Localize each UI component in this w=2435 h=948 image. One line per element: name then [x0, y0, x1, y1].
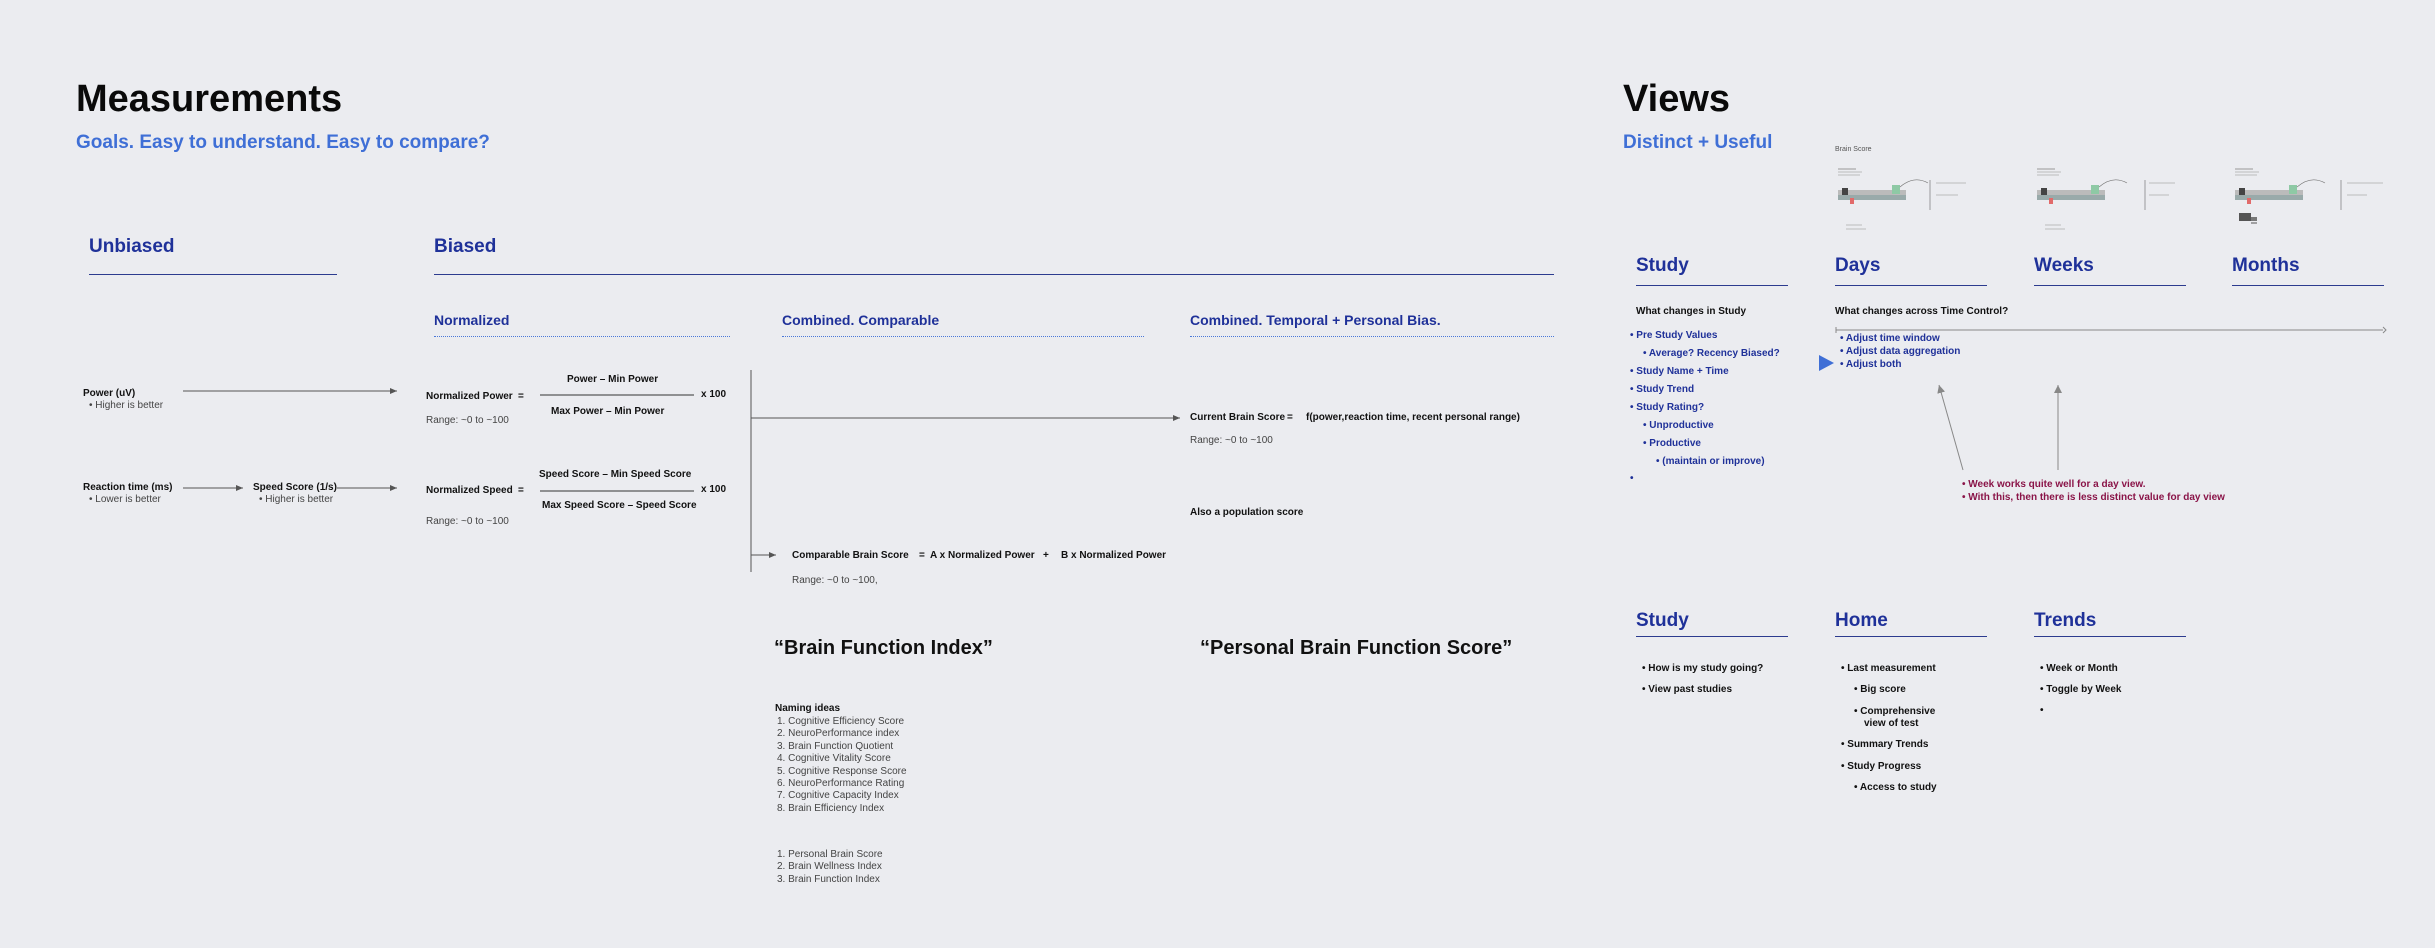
reaction-note: • Lower is better: [89, 494, 161, 505]
thumbnail-months: [2235, 169, 2383, 223]
list-item: 3. Brain Function Index: [777, 873, 880, 885]
normalized-power-eq: =: [518, 391, 524, 402]
bottom-heading-trends: Trends: [2034, 610, 2097, 631]
thumbnail-weeks: [2037, 169, 2175, 229]
list-item: 1. Personal Brain Score: [777, 849, 883, 860]
naming-ideas-title: Naming ideas: [775, 703, 841, 714]
personal-brain-function-score-quote: “Personal Brain Function Score”: [1200, 637, 1513, 659]
normalized-speed-range: Range: ~0 to ~100: [426, 516, 509, 527]
bottom-heading-study: Study: [1636, 610, 1689, 631]
study-change-item: • Productive: [1643, 438, 1701, 449]
normalized-power-mult: x 100: [701, 389, 727, 400]
study-change-item: • Pre Study Values: [1630, 330, 1717, 341]
time-change-item: • Adjust data aggregation: [1840, 346, 1960, 357]
combined-temporal-heading: Combined. Temporal + Personal Bias.: [1190, 312, 1441, 328]
unbiased-heading: Unbiased: [89, 236, 175, 257]
list-item: 2. Brain Wellness Index: [777, 861, 882, 873]
home-view-item-cont: view of test: [1864, 718, 1919, 729]
column-heading-months: Months: [2232, 255, 2300, 276]
list-item: 4. Cognitive Vitality Score: [777, 753, 891, 765]
play-indicator-icon: [1819, 355, 1834, 371]
home-view-item: • Summary Trends: [1841, 739, 1928, 750]
normalized-speed-mult: x 100: [701, 484, 727, 495]
biased-heading: Biased: [434, 236, 497, 257]
trends-view-item: • Toggle by Week: [2040, 684, 2121, 695]
study-view-item: • View past studies: [1642, 684, 1732, 695]
study-change-item: • Average? Recency Biased?: [1643, 348, 1780, 359]
comparable-brain-score-range: Range: ~0 to ~100,: [792, 575, 878, 586]
thumbnail-days: [1836, 168, 1966, 229]
power-label: Power (uV): [83, 388, 136, 399]
measurements-subtitle: Goals. Easy to understand. Easy to compare?: [76, 132, 490, 153]
current-brain-score-formula: f(power,reaction time, recent personal range): [1306, 412, 1520, 423]
column-heading-days: Days: [1835, 255, 1881, 276]
study-change-item: • Study Trend: [1630, 384, 1694, 395]
column-heading-weeks: Weeks: [2034, 255, 2094, 276]
column-divider-days: [1835, 285, 1987, 286]
views-title: Views: [1623, 78, 1731, 120]
bottom-divider-trends: [2034, 636, 2186, 637]
normalized-power-range: Range: ~0 to ~100: [426, 415, 509, 426]
study-changes-title: What changes in Study: [1636, 306, 1747, 317]
time-changes-title: What changes across Time Control?: [1835, 306, 2009, 317]
study-change-item: • Study Name + Time: [1630, 366, 1729, 377]
study-view-item: • How is my study going?: [1642, 663, 1763, 674]
trends-view-item: • Week or Month: [2040, 663, 2118, 674]
normalized-power-numerator: Power – Min Power: [567, 374, 659, 385]
reaction-label: Reaction time (ms): [83, 482, 173, 493]
study-change-item: • (maintain or improve): [1656, 456, 1765, 467]
empty-bullet: •: [2040, 705, 2044, 716]
home-view-item: • Study Progress: [1841, 761, 1921, 772]
normalized-speed-label: Normalized Speed: [426, 485, 513, 496]
current-brain-score-eq: =: [1287, 412, 1293, 423]
list-item: 7. Cognitive Capacity Index: [777, 790, 899, 802]
comparable-brain-score-label: Comparable Brain Score: [792, 550, 909, 561]
comparable-brain-score-eq: =: [919, 550, 925, 561]
bottom-heading-home: Home: [1835, 610, 1888, 631]
thumbnail-caption: Brain Score: [1835, 146, 1872, 153]
time-change-item: • Adjust both: [1840, 359, 1901, 370]
list-item: 2. NeuroPerformance index: [777, 728, 900, 740]
speed-note: • Higher is better: [259, 494, 333, 505]
time-note-item: • With this, then there is less distinct value for day view: [1962, 492, 2225, 503]
column-divider-study: [1636, 285, 1788, 286]
measurements-title: Measurements: [76, 78, 343, 120]
comparable-term-b: B x Normalized Power: [1061, 550, 1167, 561]
study-change-item: • Study Rating?: [1630, 402, 1704, 413]
power-note: • Higher is better: [89, 400, 163, 411]
time-note-item: • Week works quite well for a day view.: [1962, 479, 2146, 490]
home-view-item: • Comprehensive: [1854, 706, 1935, 717]
bottom-divider-home: [1835, 636, 1987, 637]
home-view-item: • Last measurement: [1841, 663, 1936, 674]
brain-function-index-quote: “Brain Function Index”: [774, 637, 993, 659]
speed-label: Speed Score (1/s): [253, 482, 337, 493]
normalized-speed-denominator: Max Speed Score – Speed Score: [542, 500, 697, 511]
current-brain-score-range: Range: ~0 to ~100: [1190, 435, 1273, 446]
home-view-item: • Access to study: [1854, 782, 1937, 793]
list-item: 5. Cognitive Response Score: [777, 765, 907, 777]
combined-comparable-heading: Combined. Comparable: [782, 312, 940, 328]
annotation-arrow-1: [1939, 385, 1963, 470]
list-item: 3. Brain Function Quotient: [777, 740, 894, 752]
home-view-item: • Big score: [1854, 684, 1906, 695]
list-item: 8. Brain Efficiency Index: [777, 802, 885, 814]
normalized-speed-numerator: Speed Score – Min Speed Score: [539, 469, 692, 480]
comparable-plus: +: [1043, 550, 1049, 561]
population-score-note: Also a population score: [1190, 507, 1304, 518]
current-brain-score-label: Current Brain Score: [1190, 412, 1286, 423]
normalized-heading: Normalized: [434, 312, 510, 328]
slider-end-right: [2383, 327, 2386, 333]
column-heading-study: Study: [1636, 255, 1689, 276]
empty-bullet: •: [1630, 473, 1634, 484]
normalized-power-denominator: Max Power – Min Power: [551, 406, 665, 417]
normalized-power-label: Normalized Power: [426, 391, 513, 402]
study-change-item: • Unproductive: [1643, 420, 1714, 431]
comparable-term-a: A x Normalized Power: [930, 550, 1035, 561]
bottom-divider-study: [1636, 636, 1788, 637]
views-subtitle: Distinct + Useful: [1623, 132, 1773, 153]
column-divider-months: [2232, 285, 2384, 286]
normalized-speed-eq: =: [518, 485, 524, 496]
column-divider-weeks: [2034, 285, 2186, 286]
list-item: 6. NeuroPerformance Rating: [777, 778, 905, 790]
time-change-item: • Adjust time window: [1840, 333, 1940, 344]
list-item: 1. Cognitive Efficiency Score: [777, 716, 905, 727]
